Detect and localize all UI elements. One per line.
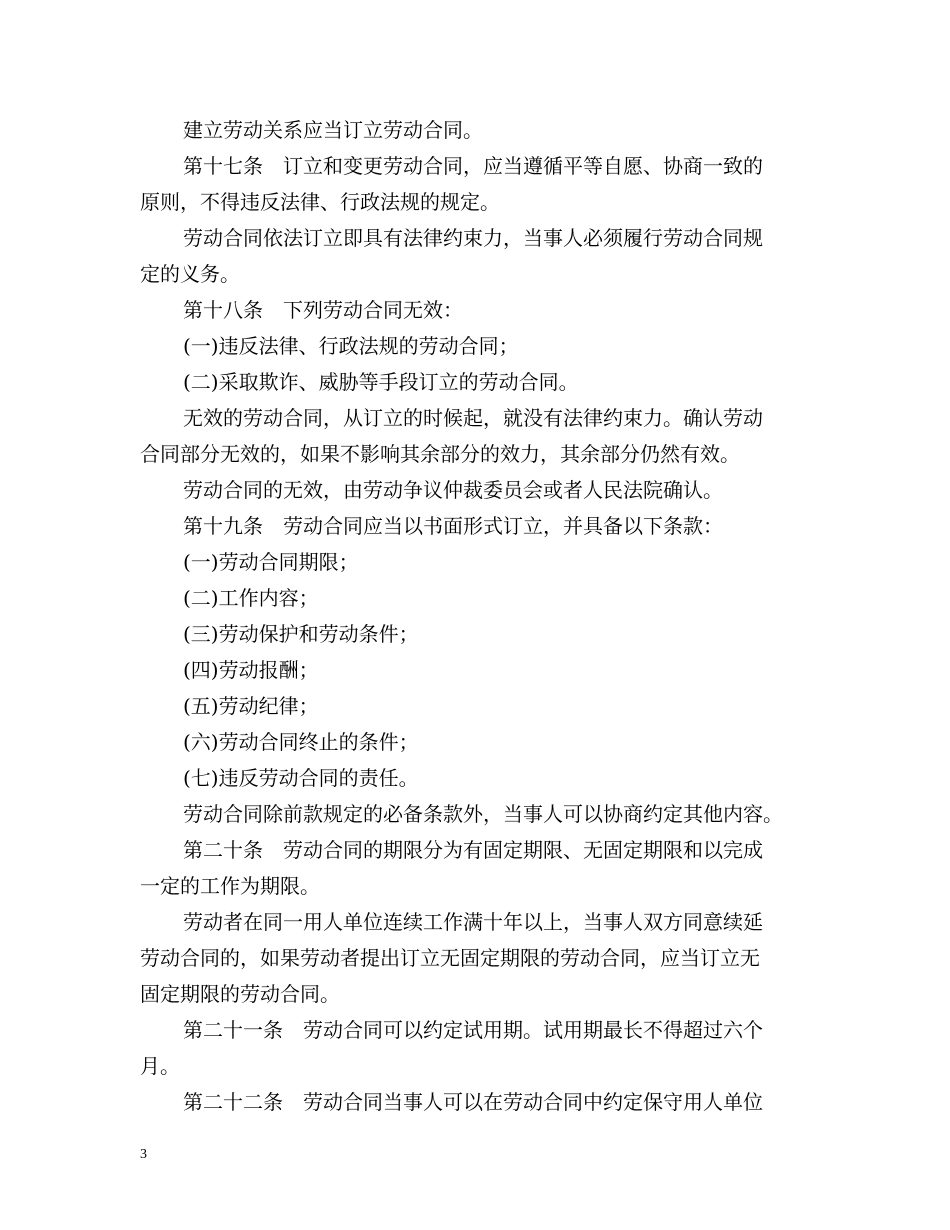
text-line: 劳动合同除前款规定的必备条款外，当事人可以协商约定其他内容。 <box>183 802 783 826</box>
text-line: 劳动合同依法订立即具有法律约束力，当事人必须履行劳动合同规 <box>183 226 763 250</box>
text-line: (一)劳动合同期限； <box>183 550 359 574</box>
text-line: (一)违反法律、行政法规的劳动合同； <box>183 334 519 358</box>
text-line: 原则，不得违反法律、行政法规的规定。 <box>140 190 500 214</box>
text-line: 劳动合同的无效，由劳动争议仲裁委员会或者人民法院确认。 <box>183 478 723 502</box>
text-line: 劳动者在同一用人单位连续工作满十年以上，当事人双方同意续延 <box>183 910 763 934</box>
text-line: (六)劳动合同终止的条件； <box>183 730 419 754</box>
text-line: 月。 <box>140 1054 180 1078</box>
text-line: (三)劳动保护和劳动条件； <box>183 622 419 646</box>
text-line: (七)违反劳动合同的责任。 <box>183 766 419 790</box>
text-line: 第十七条 订立和变更劳动合同，应当遵循平等自愿、协商一致的 <box>183 154 763 178</box>
document-body <box>140 112 830 1120</box>
text-line: 劳动合同的，如果劳动者提出订立无固定期限的劳动合同，应当订立无 <box>140 946 760 970</box>
text-line: 定的义务。 <box>140 262 240 286</box>
text-line: (二)工作内容； <box>183 586 319 610</box>
text-line: 固定期限的劳动合同。 <box>140 982 340 1006</box>
text-line: 合同部分无效的，如果不影响其余部分的效力，其余部分仍然有效。 <box>140 442 740 466</box>
text-line: 第二十条 劳动合同的期限分为有固定期限、无固定期限和以完成 <box>183 838 763 862</box>
text-line: 无效的劳动合同，从订立的时候起，就没有法律约束力。确认劳动 <box>183 406 763 430</box>
text-line: 第二十一条 劳动合同可以约定试用期。试用期最长不得超过六个 <box>183 1018 763 1042</box>
text-line: 一定的工作为期限。 <box>140 874 320 898</box>
text-line: (四)劳动报酬； <box>183 658 319 682</box>
text-line: (二)采取欺诈、威胁等手段订立的劳动合同。 <box>183 370 579 394</box>
text-line: 第二十二条 劳动合同当事人可以在劳动合同中约定保守用人单位 <box>183 1090 763 1114</box>
text-line: 建立劳动关系应当订立劳动合同。 <box>183 118 483 142</box>
page-number: 3 <box>140 1147 147 1162</box>
text-line: (五)劳动纪律； <box>183 694 319 718</box>
text-line: 第十九条 劳动合同应当以书面形式订立，并具备以下条款： <box>183 514 723 538</box>
text-line: 第十八条 下列劳动合同无效： <box>183 298 463 322</box>
